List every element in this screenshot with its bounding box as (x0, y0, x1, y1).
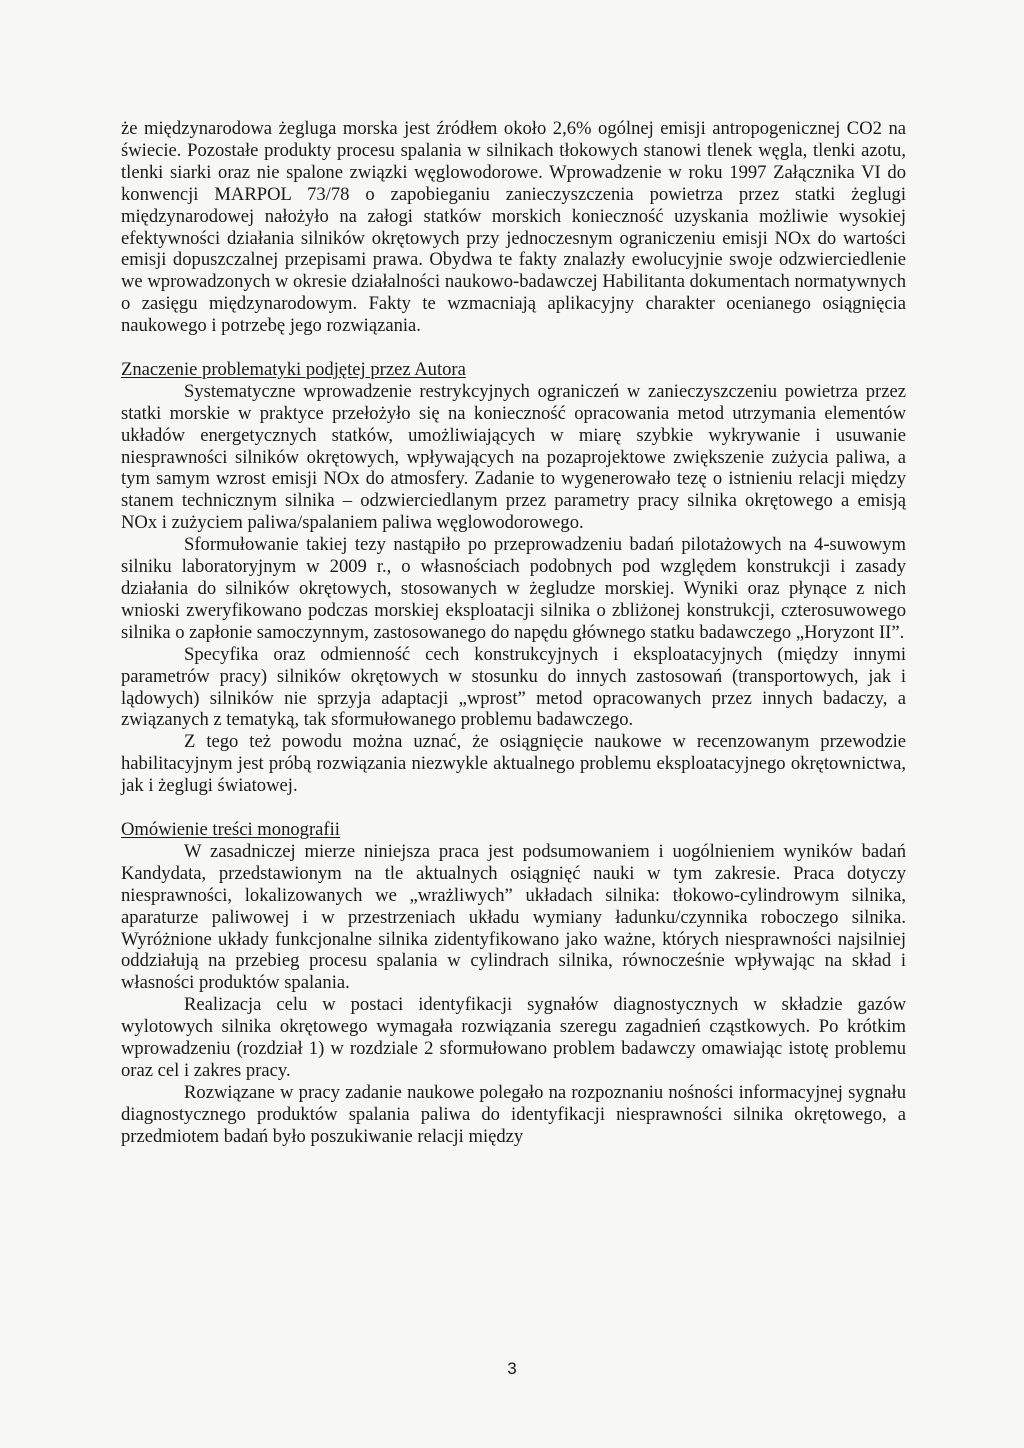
section-heading-monograph: Omówienie treści monografii (121, 818, 340, 840)
section2-paragraph: Rozwiązane w pracy zadanie naukowe polegało na rozpoznaniu nośności informacyjnej sygnału diagnostycznego produktów spalania paliwa do identyfikacji niesprawności silnika okrętowego, a przedmiotem badań było poszukiwanie relacji między (121, 1081, 906, 1147)
section1-paragraph: Specyfika oraz odmienność cech konstrukcyjnych i eksploatacyjnych (między innymi parametrów pracy) silników okrętowych w stosunku do innych zastosowań (transportowych, jak i lądowych) silników nie sprzyja adaptacji „wprost” metod opracowanych przez innych badaczy, a związanych z tematyką, tak sformułowanego problemu badawczego. (121, 643, 906, 731)
section2-paragraph: Realizacja celu w postaci identyfikacji sygnałów diagnostycznych w składzie gazów wylotowych silnika okrętowego wymagała rozwiązania szeregu zagadnień cząstkowych. Po krótkim wprowadzeniu (rozdział 1) w rozdziale 2 sformułowano problem badawczy omawiając istotę problemu oraz cel i zakres pracy. (121, 994, 906, 1081)
section2-paragraph: W zasadniczej mierze niniejsza praca jest podsumowaniem i uogólnieniem wyników badań Kandydata, przedstawionym na tle aktualnych osiągnięć nauki w tym zakresie. Praca dotyczy niesprawności, lokalizowanych we „wrażliwych” układach silnika: tłokowo-cylindrowym silnika, aparaturze paliwowej i w przestrzeniach układu wymiany ładunku/czynnika roboczego silnika. Wyróżnione układy funkcjonalne silnika zidentyfikowano jako ważne, których niesprawności najsilniej oddziałują na przebieg procesu spalania w cylindrach silnika, równocześnie wpływając na skład i własności produktów spalania. (121, 840, 906, 994)
intro-paragraph: że międzynarodowa żegluga morska jest źródłem około 2,6% ogólnej emisji antropogenicznej CO2 na świecie. Pozostałe produkty procesu spalania w silnikach tłokowych stanowi tlenek węgla, tlenki azotu, tlenki siarki oraz nie spalone związki węglowodorowe. Wprowadzenie w roku 1997 Załącznika VI do konwencji MARPOL 73/78 o zapobieganiu zanieczyszczenia powietrza przez statki żeglugi międzynarodowej nałożyło na załogi statków morskich konieczność uzyskania możliwie wysokiej efektywności działania silników okrętowych przy jednoczesnym ograniczeniu emisji NOx do wartości emisji dopuszczalnej przepisami prawa. Obydwa te fakty znalazły ewolucyjnie swoje odzwierciedlenie we wprowadzonych w okresie działalności naukowo-badawczej Habilitanta dokumentach normatywnych o zasięgu międzynarodowym. Fakty te wzmacniają aplikacyjny charakter ocenianego osiągnięcia naukowego i potrzebę jego rozwiązania. (121, 118, 906, 337)
document-body (121, 118, 906, 1148)
section-heading-significance: Znaczenie problematyki podjętej przez Autora (121, 358, 466, 380)
section1-paragraph: Sformułowanie takiej tezy nastąpiło po przeprowadzeniu badań pilotażowych na 4-suwowym silniku laboratoryjnym w 2009 r., o własnościach podobnych pod względem konstrukcji i zasady działania do silników okrętowych, stosowanych w żegludze morskiej. Wyniki oraz płynące z nich wnioski zweryfikowano podczas morskiej eksploatacji silnika o zbliżonej konstrukcji, czterosuwowego silnika o zapłonie samoczynnym, zastosowanego do napędu głównego statku badawczego „Horyzont II”. (121, 534, 906, 643)
page-number: 3 (507, 1359, 517, 1378)
paragraph-gap (121, 797, 906, 819)
section1-paragraph: Systematyczne wprowadzenie restrykcyjnych ograniczeń w zanieczyszczeniu powietrza przez statki morskie w praktyce przełożyło się na konieczność opracowania metod utrzymania elementów układów energetycznych statków, umożliwiających w miarę szybkie wykrywanie i usuwanie niesprawności silników okrętowych, wpływających na pozaprojektowe zwiększenie zużycia paliwa, a tym samym wzrost emisji NOx do atmosfery. Zadanie to wygenerowało tezę o istnieniu relacji między stanem technicznym silnika – odzwierciedlanym przez parametry pracy silnika okrętowego a emisją NOx i zużyciem paliwa/spalaniem paliwa węglowodorowego. (121, 380, 906, 534)
paragraph-gap (121, 337, 906, 359)
section1-paragraph: Z tego też powodu można uznać, że osiągnięcie naukowe w recenzowanym przewodzie habilitacyjnym jest próbą rozwiązania niezwykle aktualnego problemu eksploatacyjnego okrętownictwa, jak i żeglugi światowej. (121, 731, 906, 797)
